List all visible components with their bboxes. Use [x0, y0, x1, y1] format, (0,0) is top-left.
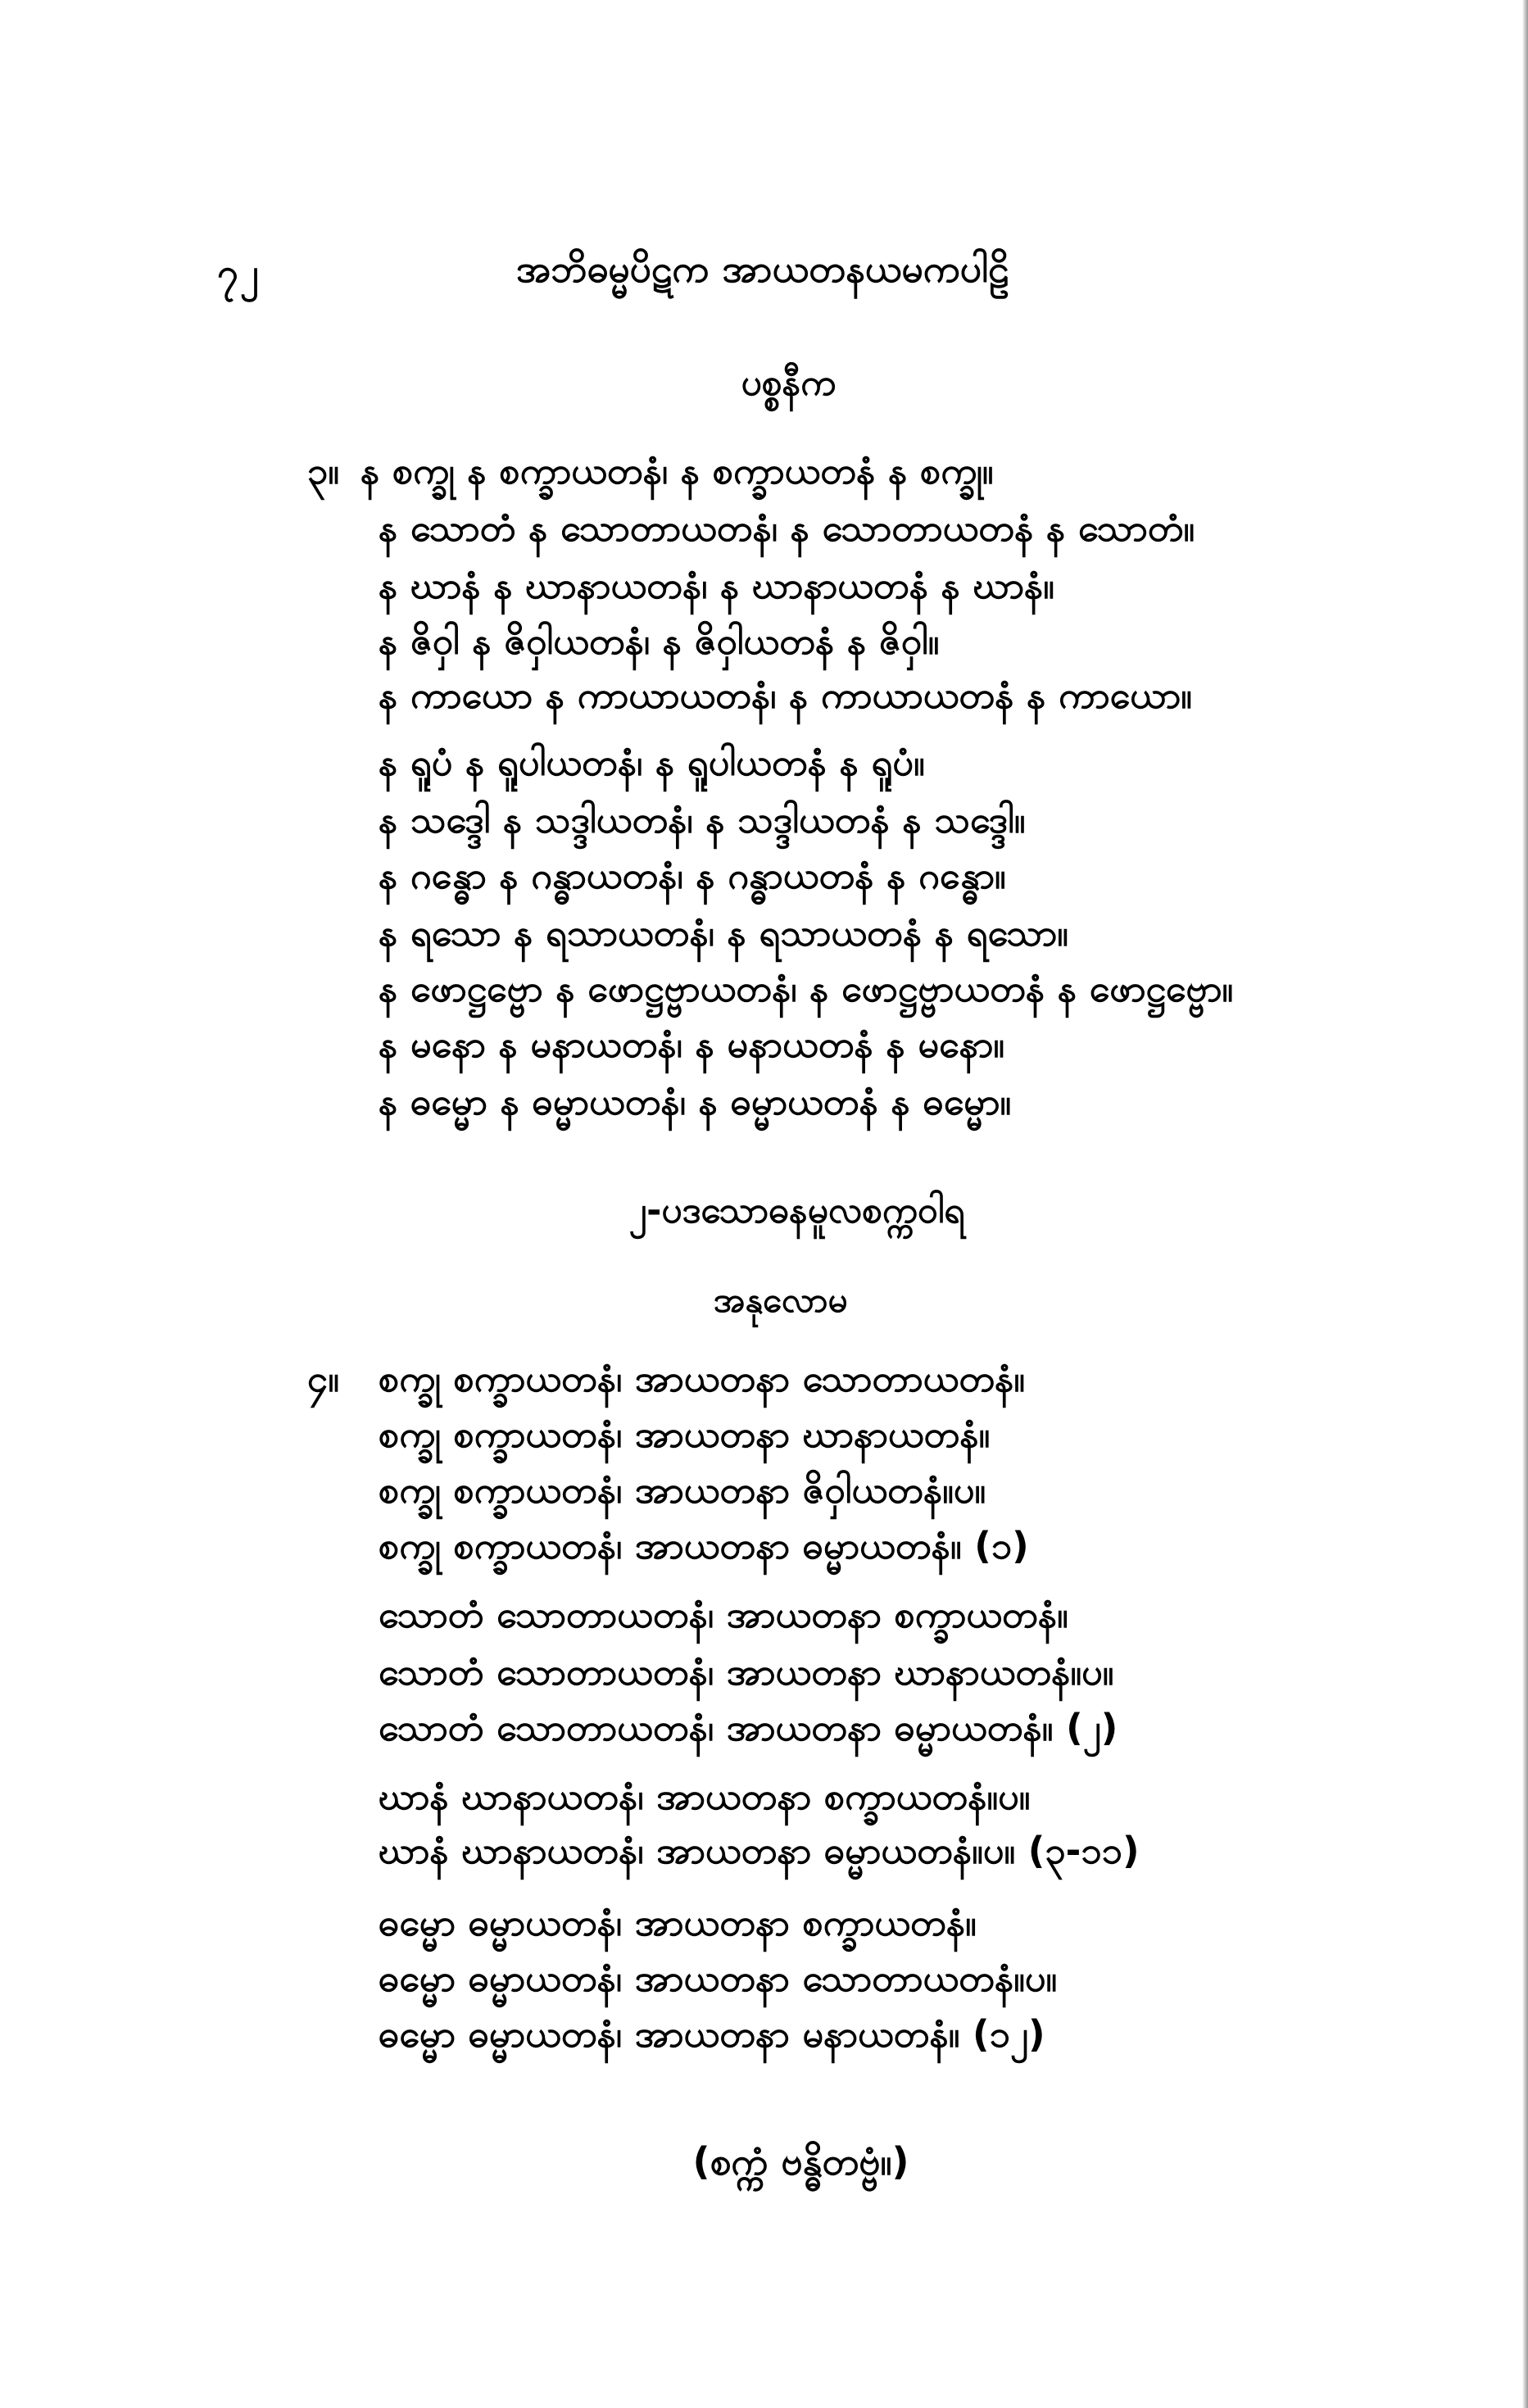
- verse-line: ဓမ္မော ဓမ္မာယတနံ၊ အာယတနာ စက္ခာယတနံ။: [379, 1901, 977, 1944]
- paragraph-number: ၃။: [307, 449, 339, 492]
- verse-line: စက္ခု စက္ခာယတနံ၊ အာယတနာ ဇိဝှါယတနံ။ပ။: [379, 1468, 986, 1512]
- verse-line: န ဖောဋ္ဌဗ္ဗော န ဖောဋ္ဌဗ္ဗာယတနံ၊ န ဖောဋ္ဌဗ္ဗာယတနံ န ဖောဋ္ဌဗ္ဗော။: [379, 967, 1234, 1010]
- verse-line: န စက္ခု န စက္ခာယတနံ၊ န စက္ခာယတနံ န စက္ခု။: [360, 449, 994, 492]
- section-subheading-anuloma: အနုလောမ: [713, 1280, 848, 1320]
- verse-line: စက္ခု စက္ခာယတနံ၊ အာယတနာ ဓမ္မာယတနံ။ (၁): [379, 1524, 1029, 1567]
- verse-line: န ဃာနံ န ဃာနာယတနံ၊ န ဃာနာယတနံ န ဃာနံ။: [379, 564, 1054, 607]
- paragraph-number: ၄။: [307, 1357, 339, 1400]
- verse-line: စက္ခု စက္ခာယတနံ၊ အာယတနာ ဃာနာယတနံ။: [379, 1413, 991, 1456]
- verse-line: န ရူပံ န ရူပါယတနံ၊ န ရူပါယတနံ န ရူပံ။: [379, 741, 925, 784]
- verse-line: န ကာယော န ကာယာယတနံ၊ န ကာယာယတနံ န ကာယော။: [379, 673, 1192, 717]
- closing-note: (စက္ကံ ဗန္ဓိတဗ္ဗံ။): [692, 2139, 909, 2184]
- page-header: [0, 246, 1528, 320]
- verse-line: သောတံ သောတာယတနံ၊ အာယတနာ ဃာနာယတနံ။ပ။: [379, 1650, 1114, 1694]
- section-heading-padasodhana: ၂-ပဒသောဓနမူလစက္ကဝါရ: [628, 1190, 965, 1231]
- verse-line: န သောတံ န သောတာယတနံ၊ န သောတာယတနံ န သောတံ။: [379, 506, 1195, 550]
- verse-line: န မနော န မနာယတနံ၊ န မနာယတနံ န မနော။: [379, 1023, 1005, 1066]
- verse-line: န ဓမ္မော န ဓမ္မာယတနံ၊ န ဓမ္မာယတနံ န ဓမ္မော။: [379, 1080, 1012, 1123]
- verse-line: န သဒ္ဒေါ န သဒ္ဒါယတနံ၊ န သဒ္ဒါယတနံ န သဒ္ဒေါ။: [379, 798, 1026, 841]
- section-heading-paccanika: ပစ္စနီက: [741, 362, 837, 404]
- verse-line: စက္ခု စက္ခာယတနံ၊ အာယတနာ သောတာယတနံ။: [379, 1357, 1026, 1400]
- running-title: အဘိဓမ္မပိဋက အာယတနယမကပါဠိ: [516, 247, 1010, 291]
- verse-line: ဃာနံ ဃာနာယတနံ၊ အာယတနာ ဓမ္မာယတနံ။ပ။ (၃-၁၁): [379, 1829, 1140, 1872]
- verse-line: သောတံ သောတာယတနံ၊ အာယတနာ စက္ခာယတနံ။: [379, 1593, 1068, 1636]
- verse-line: န ဂန္ဓော န ဂန္ဓာယတနံ၊ န ဂန္ဓာယတနံ န ဂန္ဓော။: [379, 854, 1006, 897]
- page-edge-shadow: [1522, 0, 1528, 2408]
- verse-line: န ရသော န ရသာယတနံ၊ န ရသာယတနံ န ရသော။: [379, 911, 1068, 955]
- verse-line: ဓမ္မော ဓမ္မာယတနံ၊ အာယတနာ သောတာယတနံ။ပ။: [379, 1957, 1058, 2000]
- verse-line: ဃာနံ ဃာနာယတနံ၊ အာယတနာ စက္ခာယတနံ။ပ။: [379, 1775, 1031, 1818]
- verse-line: န ဇိဝှါ န ဇိဝှါယတနံ၊ န ဇိဝှါယတနံ န ဇိဝှါ။: [379, 619, 940, 663]
- page-number: ၇၂: [217, 250, 261, 294]
- verse-line: သောတံ သောတာယတနံ၊ အာယတနာ ဓမ္မာယတနံ။ (၂): [379, 1706, 1118, 1749]
- verse-line: ဓမ္မော ဓမ္မာယတနံ၊ အာယတနာ မနာယတနံ။ (၁၂): [379, 2012, 1045, 2056]
